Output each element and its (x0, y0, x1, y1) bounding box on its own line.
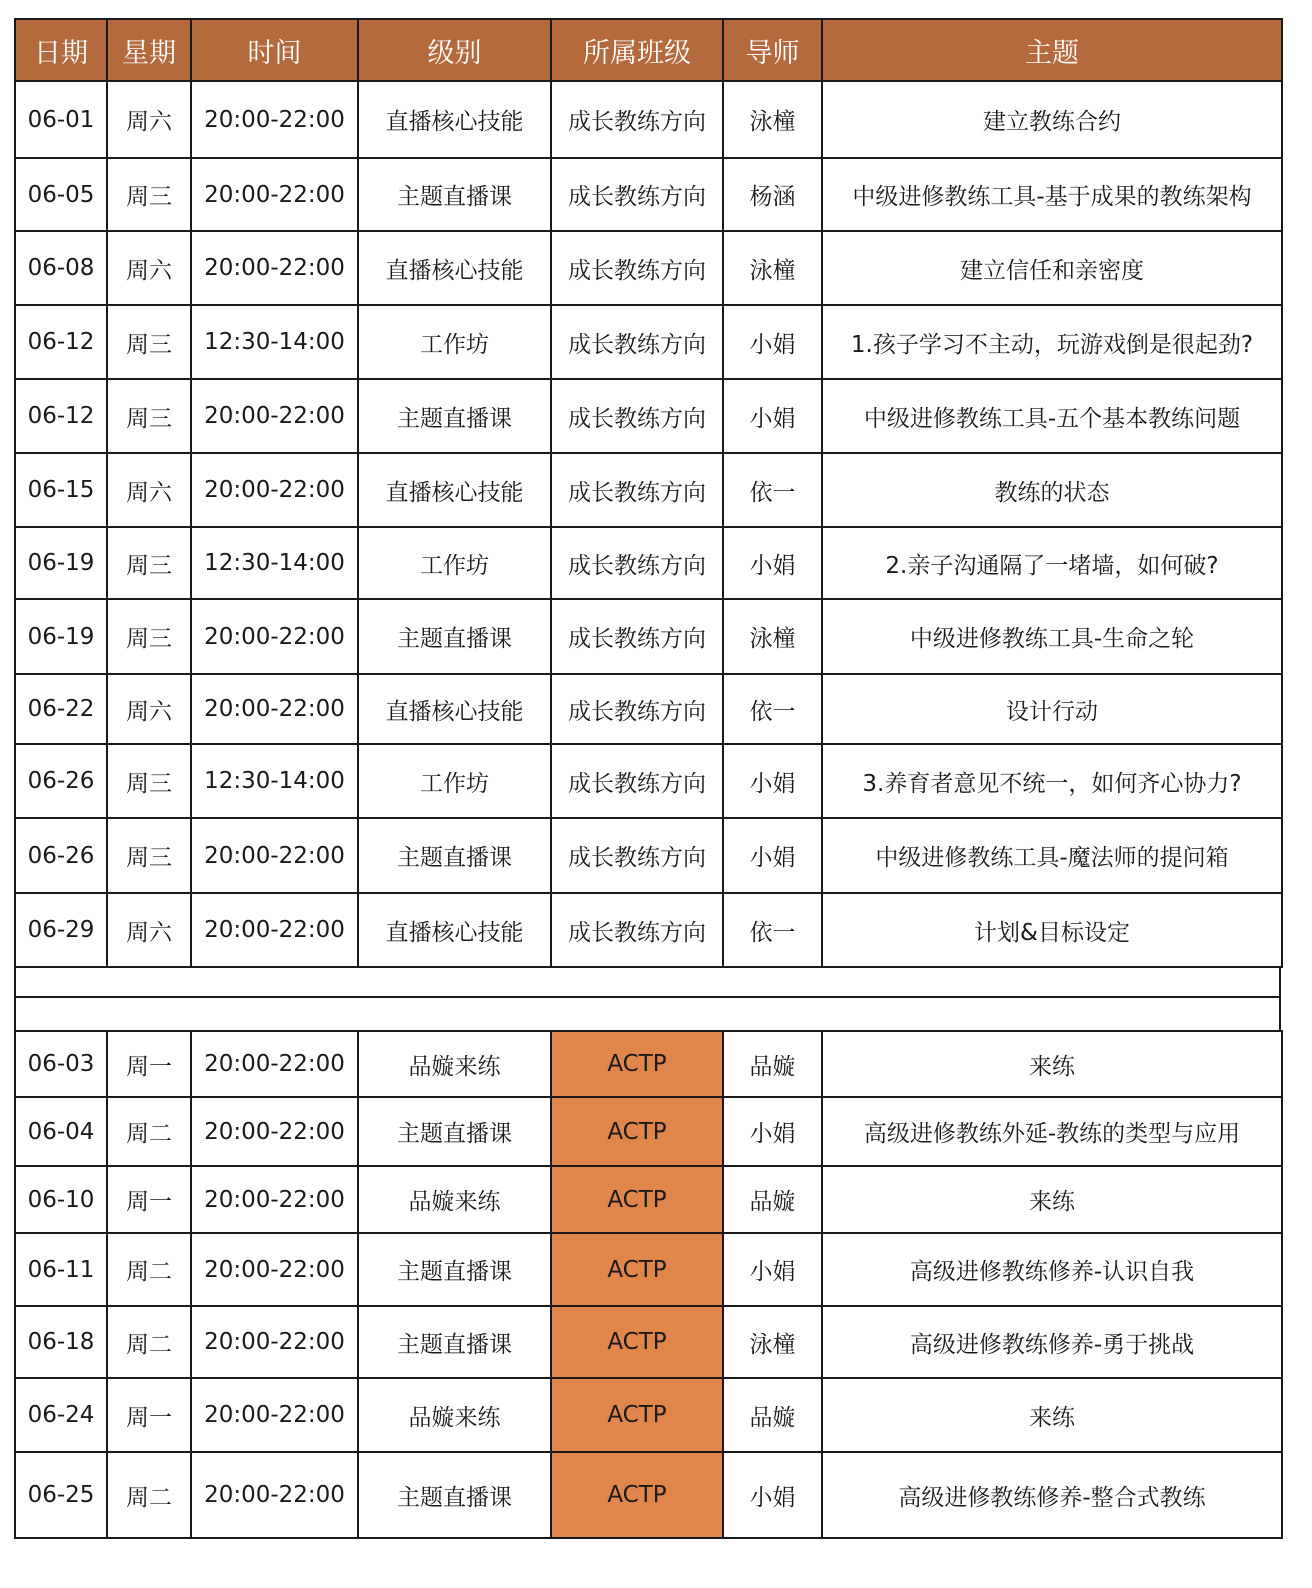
cell-mentor: 泳橦 (723, 599, 822, 674)
cell-level: 主题直播课 (358, 1097, 551, 1166)
cell-level: 品嫙来练 (358, 1031, 551, 1097)
cell-class: 成长教练方向 (551, 81, 723, 158)
cell-level: 主题直播课 (358, 1233, 551, 1306)
table-row (15, 305, 1282, 379)
cell-date: 06-22 (15, 674, 107, 744)
cell-topic: 教练的状态 (822, 453, 1282, 527)
cell-date: 06-25 (15, 1452, 107, 1538)
cell-date: 06-12 (15, 305, 107, 379)
cell-class: ACTP (551, 1378, 723, 1452)
cell-topic: 建立教练合约 (822, 81, 1282, 158)
cell-time: 20:00-22:00 (191, 893, 358, 967)
table-row (15, 1452, 1282, 1538)
cell-weekday: 周二 (107, 1233, 191, 1306)
table-row (15, 1031, 1282, 1097)
cell-weekday: 周三 (107, 527, 191, 599)
header-topic: 主题 (822, 19, 1282, 81)
header-class: 所属班级 (551, 19, 723, 81)
cell-time: 20:00-22:00 (191, 379, 358, 453)
cell-weekday: 周二 (107, 1452, 191, 1538)
cell-date: 06-19 (15, 599, 107, 674)
cell-level: 主题直播课 (358, 1452, 551, 1538)
header-date: 日期 (15, 19, 107, 81)
cell-mentor: 泳橦 (723, 231, 822, 305)
cell-topic: 高级进修教练修养-勇于挑战 (822, 1306, 1282, 1378)
cell-time: 20:00-22:00 (191, 453, 358, 527)
cell-mentor: 品嫙 (723, 1378, 822, 1452)
cell-time: 20:00-22:00 (191, 1166, 358, 1233)
cell-mentor: 小娟 (723, 1097, 822, 1166)
cell-mentor: 小娟 (723, 379, 822, 453)
cell-topic: 2.亲子沟通隔了一堵墙，如何破? (822, 527, 1282, 599)
cell-weekday: 周二 (107, 1097, 191, 1166)
header-row (15, 19, 1282, 81)
cell-class: 成长教练方向 (551, 231, 723, 305)
cell-date: 06-29 (15, 893, 107, 967)
cell-weekday: 周三 (107, 744, 191, 818)
cell-time: 12:30-14:00 (191, 305, 358, 379)
cell-level: 主题直播课 (358, 158, 551, 231)
cell-topic: 高级进修教练外延-教练的类型与应用 (822, 1097, 1282, 1166)
cell-time: 20:00-22:00 (191, 1452, 358, 1538)
cell-topic: 中级进修教练工具-生命之轮 (822, 599, 1282, 674)
cell-mentor: 小娟 (723, 1452, 822, 1538)
cell-topic: 中级进修教练工具-五个基本教练问题 (822, 379, 1282, 453)
table-row (15, 81, 1282, 158)
table-row (15, 231, 1282, 305)
cell-class: ACTP (551, 1233, 723, 1306)
cell-date: 06-18 (15, 1306, 107, 1378)
cell-mentor: 小娟 (723, 818, 822, 893)
schedule-table-top (14, 18, 1283, 968)
header-level: 级别 (358, 19, 551, 81)
cell-mentor: 小娟 (723, 527, 822, 599)
cell-level: 工作坊 (358, 744, 551, 818)
cell-mentor: 泳橦 (723, 1306, 822, 1378)
header-mentor: 导师 (723, 19, 822, 81)
cell-topic: 设计行动 (822, 674, 1282, 744)
table-row (15, 1378, 1282, 1452)
cell-weekday: 周二 (107, 1306, 191, 1378)
cell-weekday: 周三 (107, 818, 191, 893)
cell-topic: 3.养育者意见不统一，如何齐心协力? (822, 744, 1282, 818)
cell-date: 06-11 (15, 1233, 107, 1306)
cell-date: 06-03 (15, 1031, 107, 1097)
table-row (15, 744, 1282, 818)
cell-time: 20:00-22:00 (191, 1031, 358, 1097)
cell-class: ACTP (551, 1031, 723, 1097)
cell-date: 06-08 (15, 231, 107, 305)
cell-class: ACTP (551, 1306, 723, 1378)
cell-topic: 建立信任和亲密度 (822, 231, 1282, 305)
cell-class: 成长教练方向 (551, 158, 723, 231)
table-row (15, 893, 1282, 967)
cell-mentor: 小娟 (723, 1233, 822, 1306)
section-gap (14, 968, 1281, 998)
table-row (15, 1097, 1282, 1166)
cell-topic: 1.孩子学习不主动，玩游戏倒是很起劲? (822, 305, 1282, 379)
cell-weekday: 周六 (107, 453, 191, 527)
cell-level: 品嫙来练 (358, 1378, 551, 1452)
cell-level: 主题直播课 (358, 1306, 551, 1378)
cell-time: 20:00-22:00 (191, 81, 358, 158)
header-time: 时间 (191, 19, 358, 81)
cell-time: 20:00-22:00 (191, 599, 358, 674)
table-row (15, 453, 1282, 527)
table-row (15, 599, 1282, 674)
cell-time: 20:00-22:00 (191, 158, 358, 231)
cell-class: 成长教练方向 (551, 379, 723, 453)
cell-class: ACTP (551, 1097, 723, 1166)
table-row (15, 527, 1282, 599)
section-gap-2 (14, 998, 1281, 1030)
cell-weekday: 周三 (107, 379, 191, 453)
cell-time: 20:00-22:00 (191, 231, 358, 305)
cell-weekday: 周一 (107, 1031, 191, 1097)
cell-level: 工作坊 (358, 527, 551, 599)
schedule-sheet (14, 18, 1281, 1539)
cell-class: ACTP (551, 1166, 723, 1233)
cell-level: 直播核心技能 (358, 81, 551, 158)
cell-time: 20:00-22:00 (191, 674, 358, 744)
cell-weekday: 周三 (107, 599, 191, 674)
cell-date: 06-19 (15, 527, 107, 599)
cell-weekday: 周六 (107, 893, 191, 967)
cell-topic: 来练 (822, 1031, 1282, 1097)
cell-class: 成长教练方向 (551, 527, 723, 599)
cell-date: 06-05 (15, 158, 107, 231)
table-row (15, 1233, 1282, 1306)
table-row (15, 674, 1282, 744)
cell-mentor: 杨涵 (723, 158, 822, 231)
cell-weekday: 周六 (107, 81, 191, 158)
cell-topic: 中级进修教练工具-基于成果的教练架构 (822, 158, 1282, 231)
cell-mentor: 依一 (723, 893, 822, 967)
cell-class: 成长教练方向 (551, 453, 723, 527)
cell-weekday: 周一 (107, 1378, 191, 1452)
cell-weekday: 周三 (107, 305, 191, 379)
cell-topic: 计划&目标设定 (822, 893, 1282, 967)
cell-mentor: 泳橦 (723, 81, 822, 158)
cell-level: 工作坊 (358, 305, 551, 379)
cell-date: 06-15 (15, 453, 107, 527)
cell-topic: 来练 (822, 1166, 1282, 1233)
table-row (15, 1306, 1282, 1378)
cell-class: 成长教练方向 (551, 744, 723, 818)
cell-mentor: 依一 (723, 674, 822, 744)
header-weekday: 星期 (107, 19, 191, 81)
cell-mentor: 小娟 (723, 744, 822, 818)
cell-level: 主题直播课 (358, 818, 551, 893)
cell-level: 直播核心技能 (358, 893, 551, 967)
cell-weekday: 周六 (107, 674, 191, 744)
cell-level: 主题直播课 (358, 379, 551, 453)
cell-time: 20:00-22:00 (191, 1378, 358, 1452)
cell-time: 20:00-22:00 (191, 1233, 358, 1306)
table-row (15, 1166, 1282, 1233)
cell-date: 06-01 (15, 81, 107, 158)
cell-topic: 高级进修教练修养-认识自我 (822, 1233, 1282, 1306)
cell-class: 成长教练方向 (551, 674, 723, 744)
cell-mentor: 品嫙 (723, 1031, 822, 1097)
cell-class: 成长教练方向 (551, 893, 723, 967)
cell-date: 06-24 (15, 1378, 107, 1452)
cell-time: 12:30-14:00 (191, 744, 358, 818)
cell-date: 06-26 (15, 818, 107, 893)
table-row (15, 818, 1282, 893)
schedule-table-bottom (14, 1030, 1283, 1539)
cell-mentor: 小娟 (723, 305, 822, 379)
cell-topic: 来练 (822, 1378, 1282, 1452)
cell-weekday: 周一 (107, 1166, 191, 1233)
cell-level: 直播核心技能 (358, 231, 551, 305)
table-row (15, 158, 1282, 231)
cell-class: 成长教练方向 (551, 305, 723, 379)
cell-mentor: 依一 (723, 453, 822, 527)
cell-date: 06-12 (15, 379, 107, 453)
cell-time: 12:30-14:00 (191, 527, 358, 599)
cell-topic: 中级进修教练工具-魔法师的提问箱 (822, 818, 1282, 893)
table-row (15, 379, 1282, 453)
cell-level: 品嫙来练 (358, 1166, 551, 1233)
cell-weekday: 周三 (107, 158, 191, 231)
cell-date: 06-10 (15, 1166, 107, 1233)
cell-level: 直播核心技能 (358, 674, 551, 744)
cell-time: 20:00-22:00 (191, 818, 358, 893)
cell-time: 20:00-22:00 (191, 1097, 358, 1166)
cell-class: 成长教练方向 (551, 818, 723, 893)
cell-date: 06-04 (15, 1097, 107, 1166)
cell-weekday: 周六 (107, 231, 191, 305)
cell-time: 20:00-22:00 (191, 1306, 358, 1378)
cell-class: 成长教练方向 (551, 599, 723, 674)
cell-date: 06-26 (15, 744, 107, 818)
cell-level: 直播核心技能 (358, 453, 551, 527)
cell-mentor: 品嫙 (723, 1166, 822, 1233)
cell-topic: 高级进修教练修养-整合式教练 (822, 1452, 1282, 1538)
cell-level: 主题直播课 (358, 599, 551, 674)
cell-class: ACTP (551, 1452, 723, 1538)
